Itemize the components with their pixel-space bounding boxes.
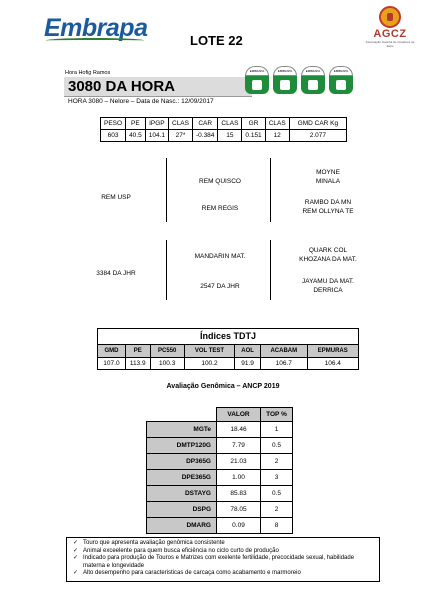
table-cell: 2 xyxy=(261,454,293,470)
table-cell: 91.9 xyxy=(235,358,261,370)
table-cell: 8 xyxy=(261,518,293,534)
col-header: CLAS xyxy=(218,118,242,130)
table-cell: 12 xyxy=(265,130,289,142)
table-cell: 104.1 xyxy=(145,130,168,142)
embrapa-seal-icon: EMBRAPA xyxy=(245,66,269,104)
agcz-logo-text: AGCZ xyxy=(373,28,407,40)
checkmark-icon: ✓ xyxy=(73,547,79,554)
embrapa-swoosh-icon xyxy=(46,38,144,43)
pedigree-ss-dam: MINALA xyxy=(315,178,341,185)
tdtj-title: Índices TDTJ xyxy=(97,328,359,344)
table-header-row xyxy=(147,408,293,422)
row-label: DSPG xyxy=(147,502,217,518)
agcz-seal-icon xyxy=(379,6,401,28)
table-cell: 7.79 xyxy=(217,438,261,454)
col-header: AOL xyxy=(235,345,261,358)
table-cell: 27* xyxy=(169,130,193,142)
genomic-title: Avaliação Genômica – ANCP 2019 xyxy=(166,383,280,390)
list-item xyxy=(73,540,373,548)
table-cell: 78.05 xyxy=(217,502,261,518)
table-cell: 85.83 xyxy=(217,486,261,502)
pedigree-ds-sire: QUARK COL xyxy=(308,247,348,254)
embrapa-seal-icon: EMBRAPA xyxy=(301,66,325,104)
pedigree-sire: REM USP xyxy=(101,194,131,201)
tdtj-table xyxy=(97,344,359,370)
table-cell: 100.2 xyxy=(184,358,234,370)
notes-box xyxy=(66,537,380,582)
table-row xyxy=(147,438,293,454)
table-cell: 2.077 xyxy=(289,130,346,142)
col-header: GMD CAR Kg xyxy=(289,118,346,130)
note-text: Indicado para produção de Touros e Matrizes com exelente fertilidade, precocidade sexual, habilidade materna e longevidade xyxy=(83,555,355,569)
agcz-logo xyxy=(362,6,418,50)
table-cell: 0.09 xyxy=(217,518,261,534)
row-label: DPE365G xyxy=(147,470,217,486)
table-cell: -0.384 xyxy=(192,130,217,142)
table-cell: 106.4 xyxy=(307,358,358,370)
pedigree-divider xyxy=(270,158,271,222)
table-cell: 100.3 xyxy=(150,358,184,370)
genomic-table xyxy=(146,407,293,534)
col-header: GMD xyxy=(98,345,126,358)
list-item xyxy=(73,570,373,578)
row-label: MGTe xyxy=(147,422,217,438)
table-row xyxy=(147,422,293,438)
pedigree-dam: 3384 DA JHR xyxy=(96,270,136,277)
table-cell: 107.0 xyxy=(98,358,126,370)
table-row xyxy=(147,518,293,534)
animal-subline: HORA 3080 – Nelore – Data de Nasc.: 12/09/2017 xyxy=(68,98,214,105)
table-cell: 0.5 xyxy=(261,486,293,502)
table-cell: 3 xyxy=(261,470,293,486)
col-header: CLAS xyxy=(169,118,193,130)
col-header: PC550 xyxy=(150,345,184,358)
pedigree-sire-dam: REM REGIS xyxy=(201,205,239,212)
pedigree-sire-sire: REM QUISCO xyxy=(199,178,241,185)
col-header: EPMURAS xyxy=(307,345,358,358)
col-header: TOP % xyxy=(261,408,293,422)
row-label: DSTAYG xyxy=(147,486,217,502)
list-item xyxy=(73,548,373,556)
pedigree-dam-sire: MANDARIN MAT. xyxy=(194,253,246,260)
table-cell: 603 xyxy=(101,130,126,142)
note-text: Touro que apresenta avaliação genômica consistente xyxy=(83,540,225,546)
col-header: PE xyxy=(125,345,150,358)
table-cell: 40.5 xyxy=(126,130,146,142)
pedigree-sd-dam: REM OLLYNA TE xyxy=(302,208,354,215)
checkmark-icon: ✓ xyxy=(73,570,79,577)
table-row xyxy=(147,502,293,518)
lote-title: LOTE 22 xyxy=(190,33,243,48)
note-text: Animal exceelente para quem busca eficiência no ciclo curto de produção xyxy=(83,547,279,554)
pedigree-divider xyxy=(270,240,271,300)
row-label: DMARG xyxy=(147,518,217,534)
table-cell: 113.9 xyxy=(125,358,150,370)
performance-table xyxy=(100,117,347,142)
table-row xyxy=(147,486,293,502)
animal-name: 3080 DA HORA xyxy=(64,77,252,97)
table-cell: 18.46 xyxy=(217,422,261,438)
embrapa-logo-text: Embrapa xyxy=(44,14,148,42)
col-header: ACABAM xyxy=(261,345,308,358)
table-cell: 21.03 xyxy=(217,454,261,470)
pedigree-dam-dam: 2547 DA JHR xyxy=(200,283,240,290)
col-header: CAR xyxy=(192,118,217,130)
col-header: VALOR xyxy=(217,408,261,422)
certification-seals xyxy=(245,66,355,104)
col-header: GR xyxy=(242,118,265,130)
pedigree-dd-dam: DERRICA xyxy=(313,287,343,294)
table-cell: 2 xyxy=(261,502,293,518)
pedigree-sd-sire: RAMBO DA MN xyxy=(304,199,352,206)
checkmark-icon: ✓ xyxy=(73,540,79,546)
list-item xyxy=(73,555,373,570)
table-cell: 1.00 xyxy=(217,470,261,486)
col-header: PESO xyxy=(101,118,126,130)
embrapa-seal-icon: EMBRAPA xyxy=(273,66,297,104)
table-row xyxy=(147,470,293,486)
table-cell: 15 xyxy=(218,130,242,142)
row-label: DP365G xyxy=(147,454,217,470)
col-header: CLAS xyxy=(265,118,289,130)
col-header: IPGP xyxy=(145,118,168,130)
table-cell: 0.151 xyxy=(242,130,265,142)
table-cell: 1 xyxy=(261,422,293,438)
col-header: VOL TEST xyxy=(184,345,234,358)
breeder-name: Hora Hofig Ramos xyxy=(65,70,111,76)
table-cell: 106.7 xyxy=(261,358,308,370)
table-header-row xyxy=(98,345,359,358)
embrapa-logo xyxy=(44,14,148,44)
table-header-row xyxy=(101,118,347,130)
pedigree-divider xyxy=(166,240,167,300)
row-label: DMTP120G xyxy=(147,438,217,454)
col-header: PE xyxy=(126,118,146,130)
agcz-logo-subtitle: Associação Gaúcha de Criadores de Zebu xyxy=(365,40,415,48)
embrapa-seal-icon: EMBRAPA xyxy=(329,66,353,104)
table-cell: 0.5 xyxy=(261,438,293,454)
pedigree-ss-sire: MOYNE xyxy=(316,169,340,176)
table-row xyxy=(101,130,347,142)
pedigree-divider xyxy=(166,158,167,222)
col-header-blank xyxy=(147,408,217,422)
table-row xyxy=(147,454,293,470)
table-row xyxy=(98,358,359,370)
pedigree-ds-dam: KHOZANA DA MAT. xyxy=(299,256,357,263)
note-text: Alto desempenho para caracteristicas de carcaça como acabamento e marmoreio xyxy=(83,570,301,577)
checkmark-icon: ✓ xyxy=(73,555,79,562)
pedigree-dd-sire: JAYAMU DA MAT. xyxy=(301,278,354,285)
